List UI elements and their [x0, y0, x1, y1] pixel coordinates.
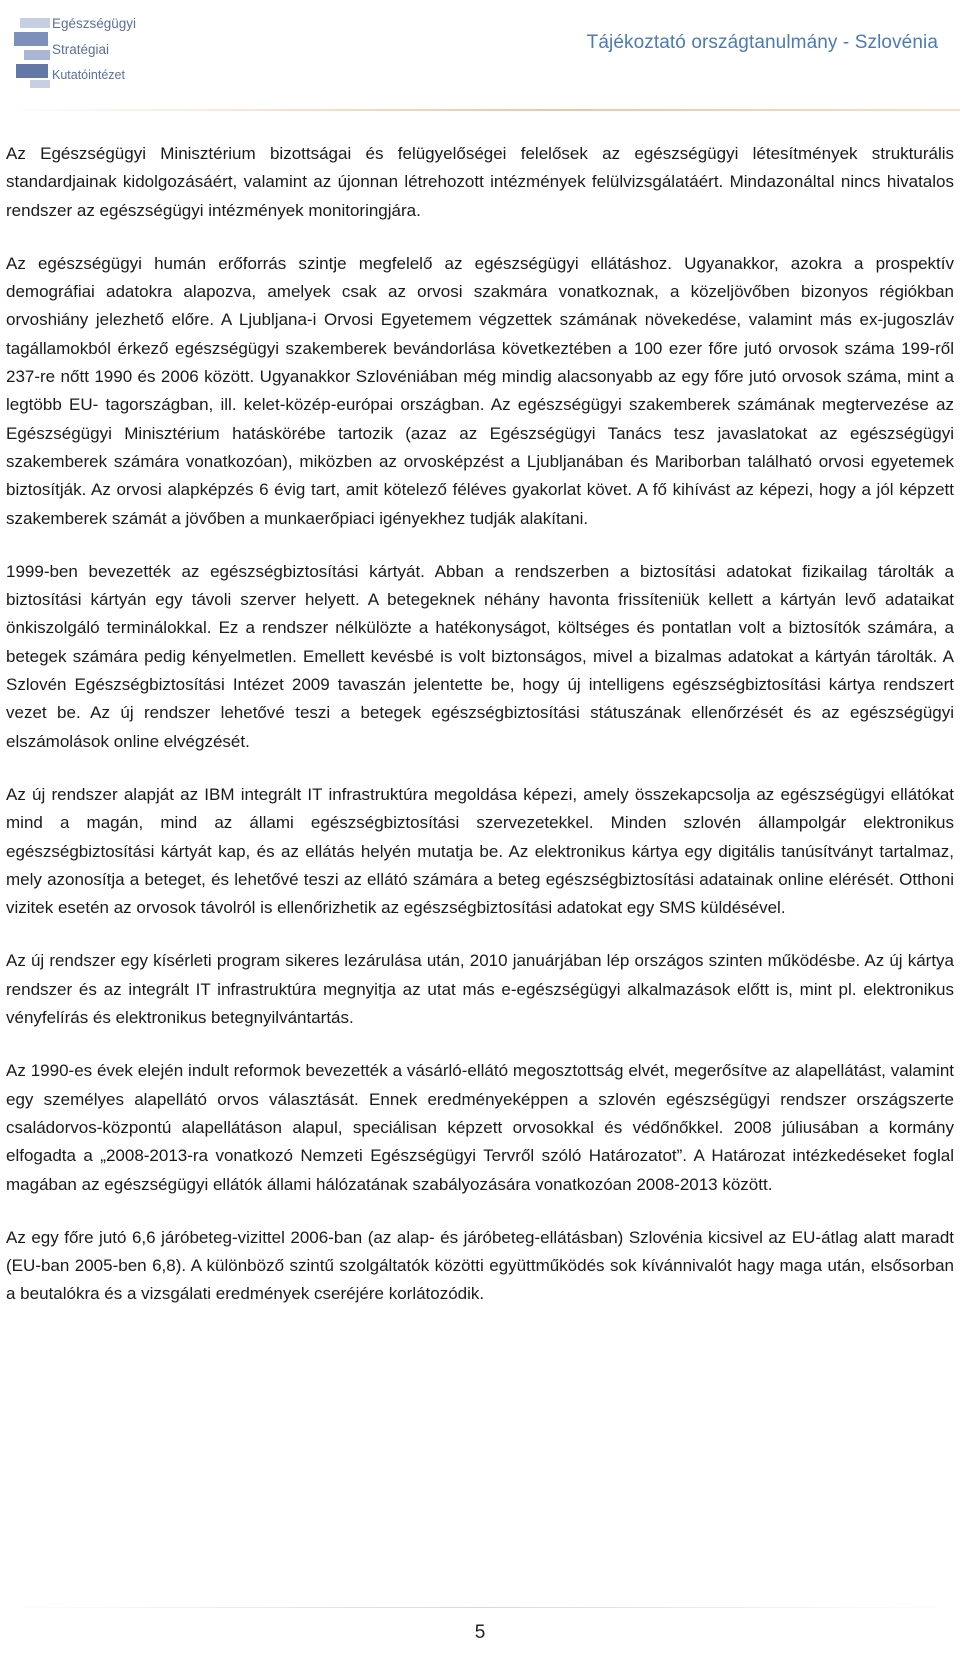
document-title: Tájékoztató országtanulmány - Szlovénia: [586, 32, 938, 53]
logo-line-1: Egészségügyi: [52, 16, 137, 31]
paragraph: 1999-ben bevezették az egészségbiztosítási kártyát. Abban a rendszerben a biztosítási adatokat fizikailag tárolták a biztosítási kártyán egy távoli szerver helyett. A betegeknek néhány havonta frissíteniük kellett a kártyán levő adataikat önkiszolgáló terminálokkal. Ez a rendszer nélkülözte a hatékonyságot, költséges és pontatlan volt a biztosítók számára, a betegek számára pedig kényelmetlen. Emellett kevésbé is volt biztonságos, mivel a bizalmas adatokat a kártyán tárolták. A Szlovén Egészségbiztosítási Intézet 2009 tavaszán jelentette be, hogy új intelligens egészségbiztosítási kártya rendszert vezet be. Az új rendszer lehetővé teszi a betegek egészségbiztosítási státuszának ellenőrzését és az egészségügyi elszámolások online elvégzését.: [6, 561, 954, 751]
footer-divider: [0, 1607, 960, 1608]
paragraph: Az új rendszer alapját az IBM integrált IT infrastruktúra megoldása képezi, amely összekapcsolja az egészségügyi ellátókat mind a magán, mind az állami egészségbiztosítási szervezetekkel. Minden szlovén állampolgár elektronikus egészségbiztosítási kártyát kap, és az ellátás helyén mutatja be. Az elektronikus kártya egy digitális tanúsítványt tartalmaz, mely azonosítja a beteget, és lehetővé teszi az ellátó számára a beteg egészségbiztosítási adatainak online elérését. Otthoni vizitek esetén az orvosok távolról is ellenőrizhetik az egészségbiztosítási adatokat egy SMS küldésével.: [6, 784, 954, 918]
logo-line-3: Kutatóintézet: [52, 68, 125, 82]
paragraph: Az egy főre jutó 6,6 járóbeteg-vizittel 2006-ban (az alap- és járóbeteg-ellátásban) Szlovénia kicsivel az EU-átlag alatt maradt (EU-ban 2005-ben 6,8). A különböző szintű szolgáltatók közötti együttműködés sok kívánnivalót hagy maga után, elsősorban a beutalókra és a vizsgálati eredmények cseréjére korlátozódik.: [6, 1227, 954, 1304]
paragraph: Az 1990-es évek elején indult reformok bevezették a vásárló-ellátó megosztottság elvét, megerősítve az alapellátást, valamint egy személyes alapellátó orvos választását. Ennek eredményeképpen a szlovén egészségügyi rendszer országszerte családorvos-központú alapellátáson alapul, speciálisan képzett orvosokkal és védőnőkkel. 2008 júliusában a kormány elfogadta a „2008-2013-ra vonatkozó Nemzeti Egészségügyi Tervről szóló Határozatot”. A Határozat intézkedéseket foglal magában az egészségügyi ellátók állami hálózatának szabályozására vonatkozóan 2008-2013 között.: [6, 1061, 954, 1194]
logo-mark-icon: [14, 14, 54, 90]
paragraph: Az Egészségügyi Minisztérium bizottságai és felügyelőségei felelősek az egészségügyi létesítmények strukturális standardjainak kidolgozásáért, valamint az újonnan létrehozott intézmények felülvizsgálatáért. Mindazonáltal nincs hivatalos rendszer az egészségügyi intézmények monitoringjára.: [6, 144, 954, 220]
logo-line-2: Stratégiai: [52, 42, 110, 57]
paragraph: Az egészségügyi humán erőforrás szintje megfelelő az egészségügyi ellátáshoz. Ugyanakkor, azokra a prospektív demográfiai adatokra alapozva, amelyek csak az orvosi szakmára vonatkoznak, a közeljövőben bizonyos régiókban orvoshiány jelezhető előre. A Ljubljana-i Orvosi Egyetemem végzettek számának növekedése, valamint más ex-jugoszláv tagállamokból érkező egészségügyi szakemberek bevándorlása következtében a 100 ezer főre jutó orvosok száma 199-ről 237-re nőtt 1990 és 2006 között. Ugyanakkor Szlovéniában még mindig alacsonyabb az egy főre jutó orvosok száma, mint a legtöbb EU- tagországban, ill. kelet-közép-európai országban. Az egészségügyi szakemberek számának megtervezése az Egészségügyi Minisztérium hatáskörébe tartozik (azaz az Egészségügyi Tanács tesz javaslatokat az egészségügyi szakemberek számára vonatkozóan), miközben az orvosképzést a Ljubljanában és Mariborban található orvosi egyetemek biztosítják. Az orvosi alapképzés 6 évig tart, amit kötelező féléves gyakorlat követ. A fő kihívást az képezi, hogy a jól képzett szakemberek számát a jövőben a munkaerőpiaci igényekhez tudják alakítani.: [6, 253, 954, 528]
document-body: [6, 140, 954, 1334]
page-header: [0, 0, 960, 112]
institute-logo: [14, 14, 144, 90]
paragraph: Az új rendszer egy kísérleti program sikeres lezárulása után, 2010 januárjában lép országos szinten működésbe. Az új kártya rendszer és az integrált IT infrastruktúra megnyitja az utat más e-egészségügyi alkalmazások előtt is, mint pl. elektronikus vényfelírás és elektronikus betegnyilvántartás.: [6, 951, 954, 1028]
header-divider: [0, 109, 960, 111]
page-number: 5: [474, 1622, 486, 1643]
